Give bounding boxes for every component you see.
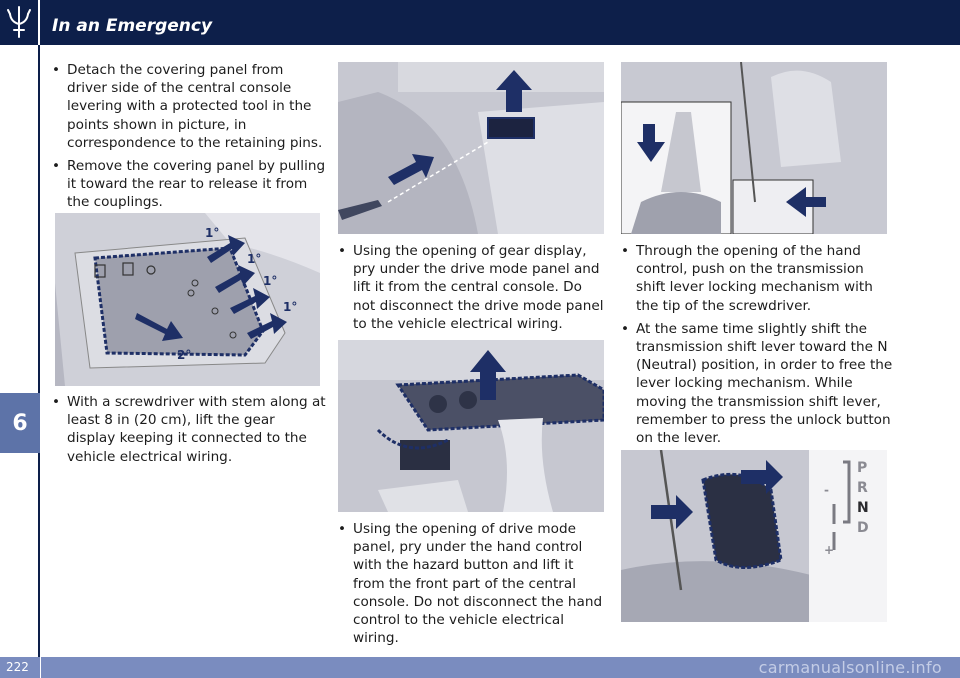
footer-divider: [40, 657, 41, 678]
gear-label: R: [857, 480, 868, 496]
instruction-list-2: [52, 393, 327, 471]
instruction-item: • Detach the covering panel from driver side of the central console levering with a protected tool in the points shown in picture, in correspondence to the retaining pins.: [52, 61, 327, 152]
gear-label: N: [857, 500, 869, 516]
sidebar: [0, 45, 40, 657]
instruction-item: • With a screwdriver with stem along at least 8 in (20 cm), lift the gear display keeping it connected to the vehicle electrical wiring.: [52, 393, 327, 466]
watermark: carmanualsonline.info: [758, 658, 942, 677]
figure-console-panel: [55, 213, 320, 386]
gear-label: P: [857, 460, 868, 476]
instruction-list-4: [338, 520, 608, 652]
instruction-item: • Through the opening of the hand control, push on the transmission shift lever locking mechanism with the tip of the screwdriver.: [621, 242, 896, 315]
instruction-list-5: [621, 242, 896, 452]
instruction-list-1: [52, 61, 327, 217]
gear-sign: +: [824, 543, 835, 557]
chapter-number: 6: [12, 410, 28, 436]
gear-label: D: [857, 520, 869, 536]
figure-label: 1°: [205, 226, 220, 240]
figure-label: 1°: [247, 252, 262, 266]
page-number: 222: [6, 660, 29, 674]
instruction-item: • Remove the covering panel by pulling it toward the rear to release it from the couplings.: [52, 157, 327, 212]
figure-label: 2°: [177, 348, 192, 362]
instruction-item: • At the same time slightly shift the transmission shift lever toward the N (Neutral) position, in order to free the lever locking mechanism. While moving the transmission shift lever, remember to press the unlock button on the lever.: [621, 320, 896, 447]
figure-label: 1°: [263, 274, 278, 288]
brand-logo: [0, 0, 40, 45]
chapter-tab: [0, 393, 40, 453]
page-title: In an Emergency: [52, 16, 213, 36]
trident-icon: [0, 0, 38, 45]
figure-shift-to-neutral: [621, 450, 887, 622]
page-header: [0, 0, 960, 45]
figure-shift-lever-lock: [621, 62, 887, 234]
instruction-list-3: [338, 242, 608, 338]
figure-label: 1°: [283, 300, 298, 314]
figure-drive-mode-panel: [338, 340, 604, 512]
page-footer: [0, 657, 960, 678]
instruction-item: • Using the opening of drive mode panel, pry under the hand control with the hazard button and lift it from the front part of the central console. Do not disconnect the hand control to the vehicle electrical wiring.: [338, 520, 608, 647]
instruction-item: • Using the opening of gear display, pry under the drive mode panel and lift it from the central console. Do not disconnect the drive mode panel to the vehicle electrical wiring.: [338, 242, 608, 333]
gear-sign: -: [824, 483, 829, 497]
figure-gear-display: [338, 62, 604, 234]
